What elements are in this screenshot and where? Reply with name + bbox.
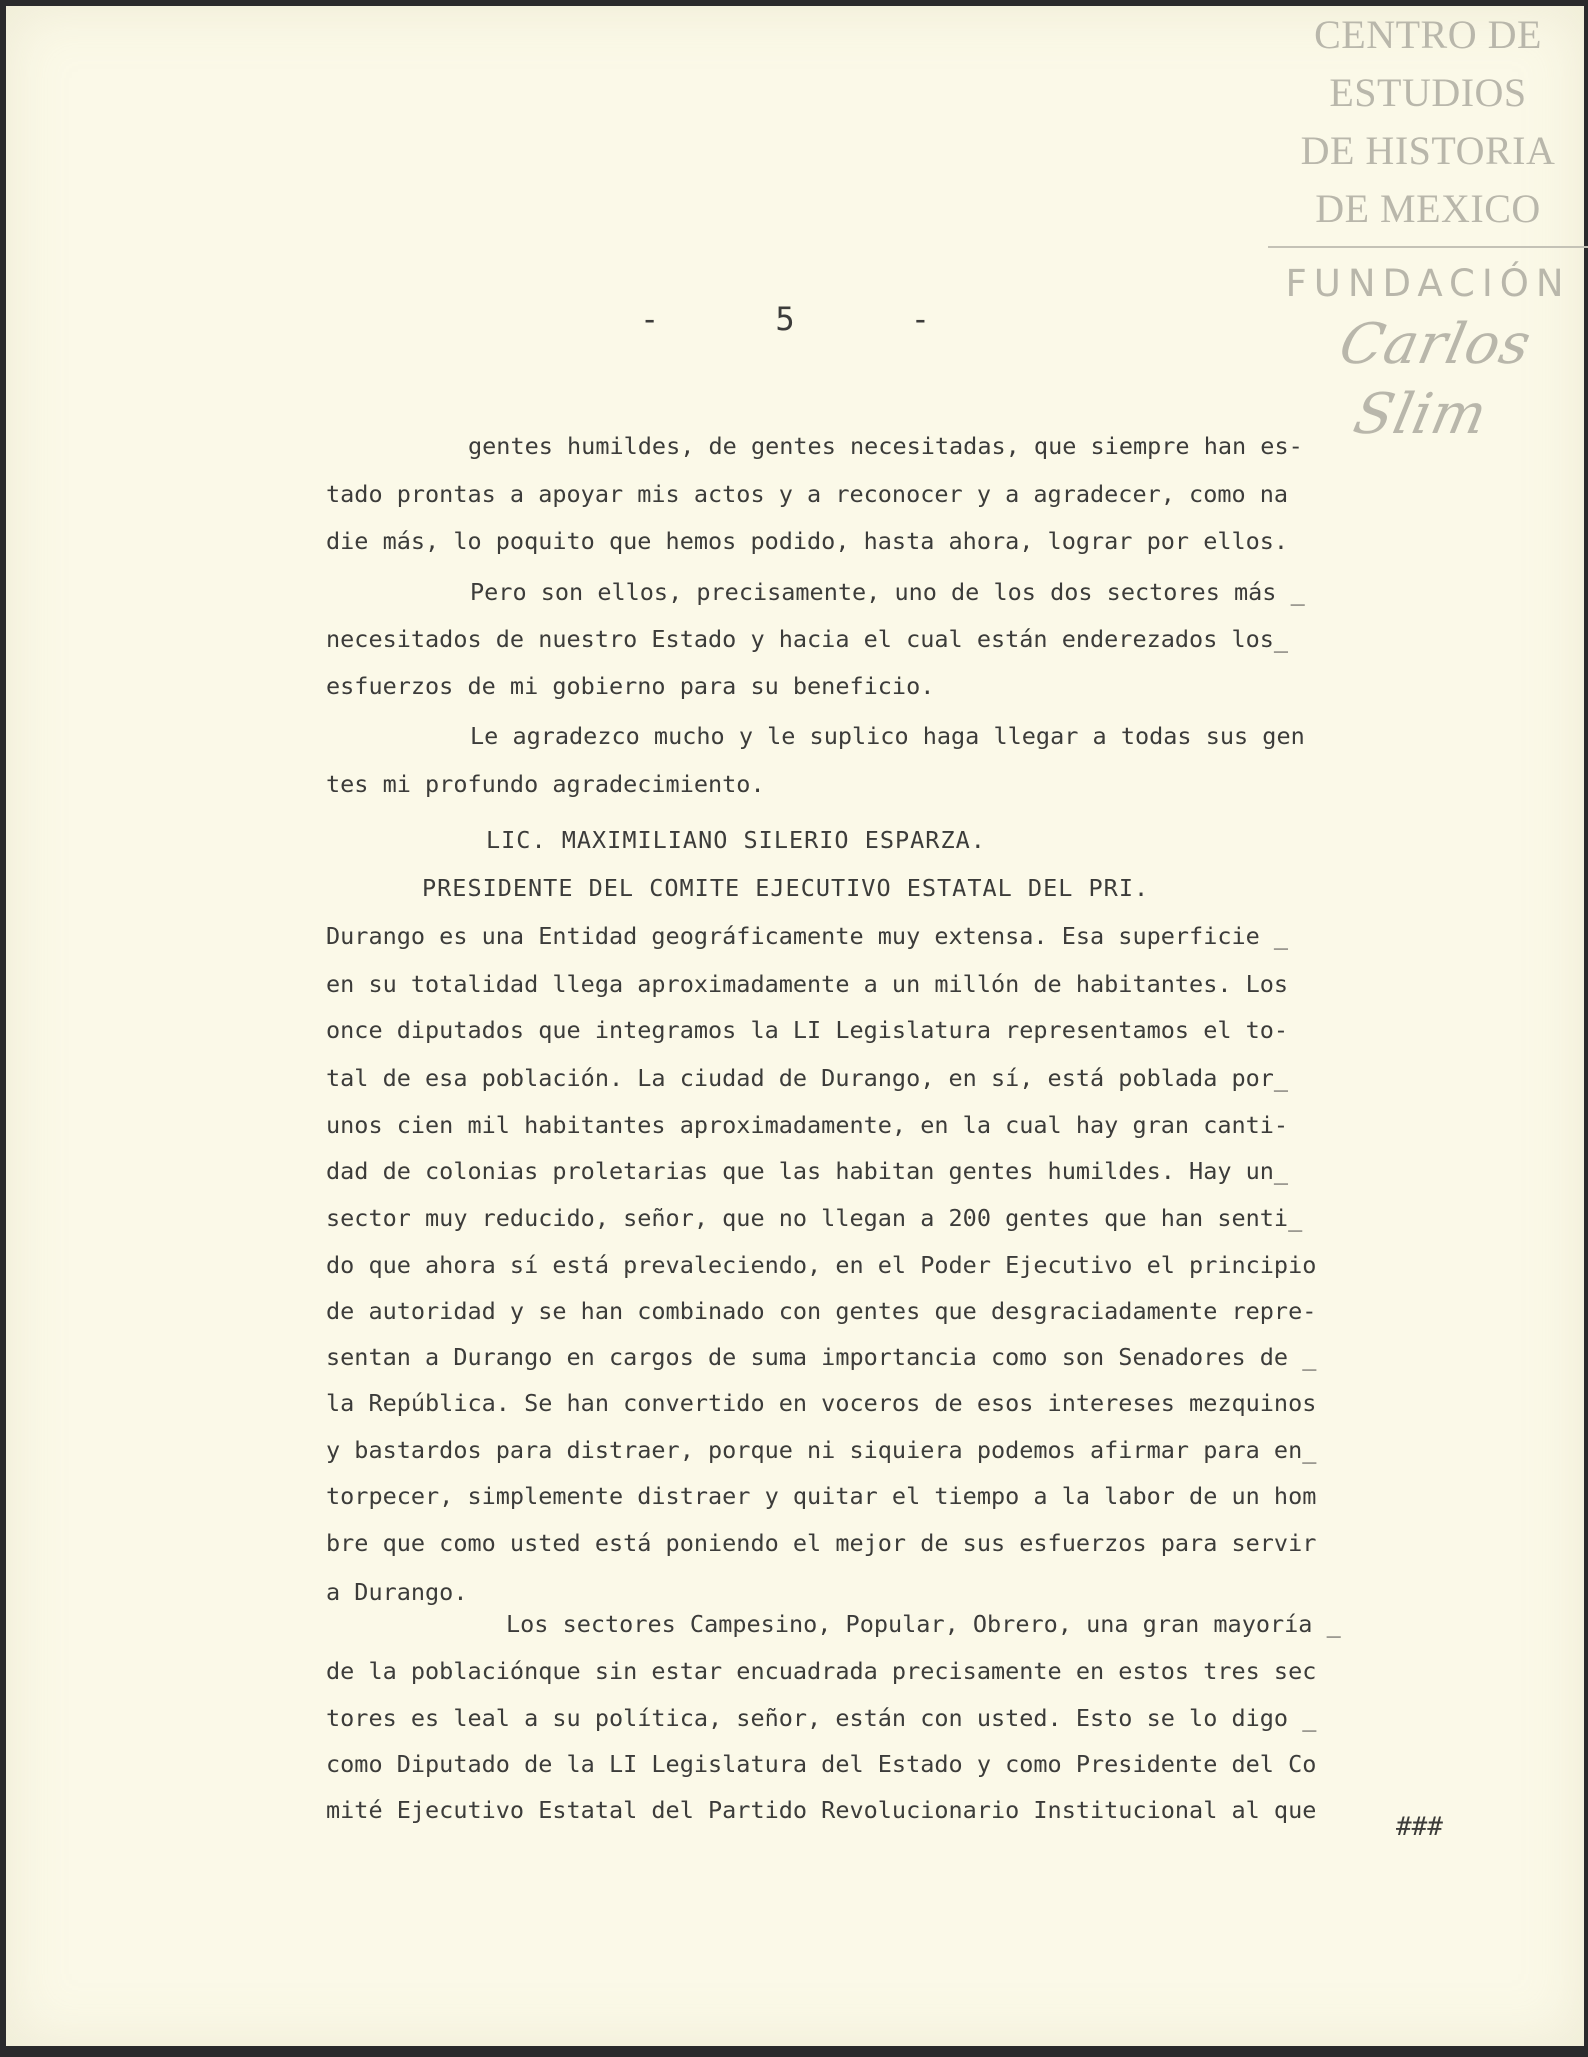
text-line: a Durango. bbox=[326, 1578, 468, 1606]
watermark-line-4: DE MEXICO bbox=[1315, 186, 1541, 231]
text-line: dad de colonias proletarias que las habitan gentes humildes. Hay un_ bbox=[326, 1157, 1289, 1185]
text-line: de la poblaciónque sin estar encuadrada precisamente en estos tres sec bbox=[326, 1657, 1317, 1685]
page-number-value: 5 bbox=[775, 300, 795, 338]
page-number-right-dash: - bbox=[910, 300, 930, 338]
watermark-line-3: DE HISTORIA bbox=[1300, 128, 1556, 173]
speaker-title: PRESIDENTE DEL COMITE EJECUTIVO ESTATAL DEL PRI. bbox=[422, 874, 1150, 902]
page-number-left-dash: - bbox=[640, 300, 660, 338]
text-line: esfuerzos de mi gobierno para su beneficio. bbox=[326, 672, 935, 700]
text-line: gentes humildes, de gentes necesitadas, que siempre han es- bbox=[468, 432, 1303, 460]
text-line: tado prontas a apoyar mis actos y a reconocer y a agradecer, como na bbox=[326, 480, 1289, 508]
text-line: bre que como usted está poniendo el mejor de sus esfuerzos para servir bbox=[326, 1529, 1317, 1557]
text-line: do que ahora sí está prevaleciendo, en el Poder Ejecutivo el principio bbox=[326, 1251, 1317, 1279]
text-line: mité Ejecutivo Estatal del Partido Revolucionario Institucional al que bbox=[326, 1796, 1317, 1824]
archive-watermark bbox=[1268, 6, 1588, 450]
speaker-name: LIC. MAXIMILIANO SILERIO ESPARZA. bbox=[486, 826, 986, 854]
continuation-mark: ### bbox=[1396, 1812, 1443, 1842]
watermark-line-2: ESTUDIOS bbox=[1329, 70, 1527, 115]
text-line: Pero son ellos, precisamente, uno de los dos sectores más _ bbox=[470, 578, 1305, 606]
text-line: de autoridad y se han combinado con gentes que desgraciadamente repre- bbox=[326, 1297, 1317, 1325]
watermark-divider bbox=[1268, 246, 1588, 248]
text-line: die más, lo poquito que hemos podido, hasta ahora, lograr por ellos. bbox=[326, 527, 1289, 555]
page-number bbox=[640, 300, 930, 338]
text-line: unos cien mil habitantes aproximadamente, en la cual hay gran canti- bbox=[326, 1111, 1289, 1139]
text-line: la República. Se han convertido en voceros de esos intereses mezquinos bbox=[326, 1389, 1317, 1417]
text-line: sentan a Durango en cargos de suma importancia como son Senadores de _ bbox=[326, 1343, 1317, 1371]
text-line: torpecer, simplemente distraer y quitar el tiempo a la labor de un hom bbox=[326, 1482, 1317, 1510]
text-line: Le agradezco mucho y le suplico haga llegar a todas sus gen bbox=[470, 722, 1305, 750]
text-line: y bastardos para distraer, porque ni siquiera podemos afirmar para en_ bbox=[326, 1436, 1317, 1464]
text-line: en su totalidad llega aproximadamente a un millón de habitantes. Los bbox=[326, 970, 1289, 998]
text-line: tal de esa población. La ciudad de Durango, en sí, está poblada por_ bbox=[326, 1064, 1289, 1092]
text-line: tores es leal a su política, señor, están con usted. Esto se lo digo _ bbox=[326, 1704, 1317, 1732]
text-line: necesitados de nuestro Estado y hacia el cual están enderezados los_ bbox=[326, 625, 1289, 653]
text-line: tes mi profundo agradecimiento. bbox=[326, 770, 765, 798]
text-line: Durango es una Entidad geográficamente muy extensa. Esa superficie _ bbox=[326, 922, 1289, 950]
text-line: como Diputado de la LI Legislatura del Estado y como Presidente del Co bbox=[326, 1750, 1317, 1778]
watermark-signature: Carlos Slim bbox=[1333, 312, 1538, 447]
text-line: Los sectores Campesino, Popular, Obrero, una gran mayoría _ bbox=[506, 1610, 1341, 1638]
text-line: once diputados que integramos la LI Legislatura representamos el to- bbox=[326, 1016, 1289, 1044]
text-line: sector muy reducido, señor, que no llegan a 200 gentes que han senti_ bbox=[326, 1204, 1303, 1232]
watermark-foundation: FUNDACIÓN bbox=[1285, 262, 1571, 305]
watermark-line-1: CENTRO DE bbox=[1314, 12, 1542, 57]
